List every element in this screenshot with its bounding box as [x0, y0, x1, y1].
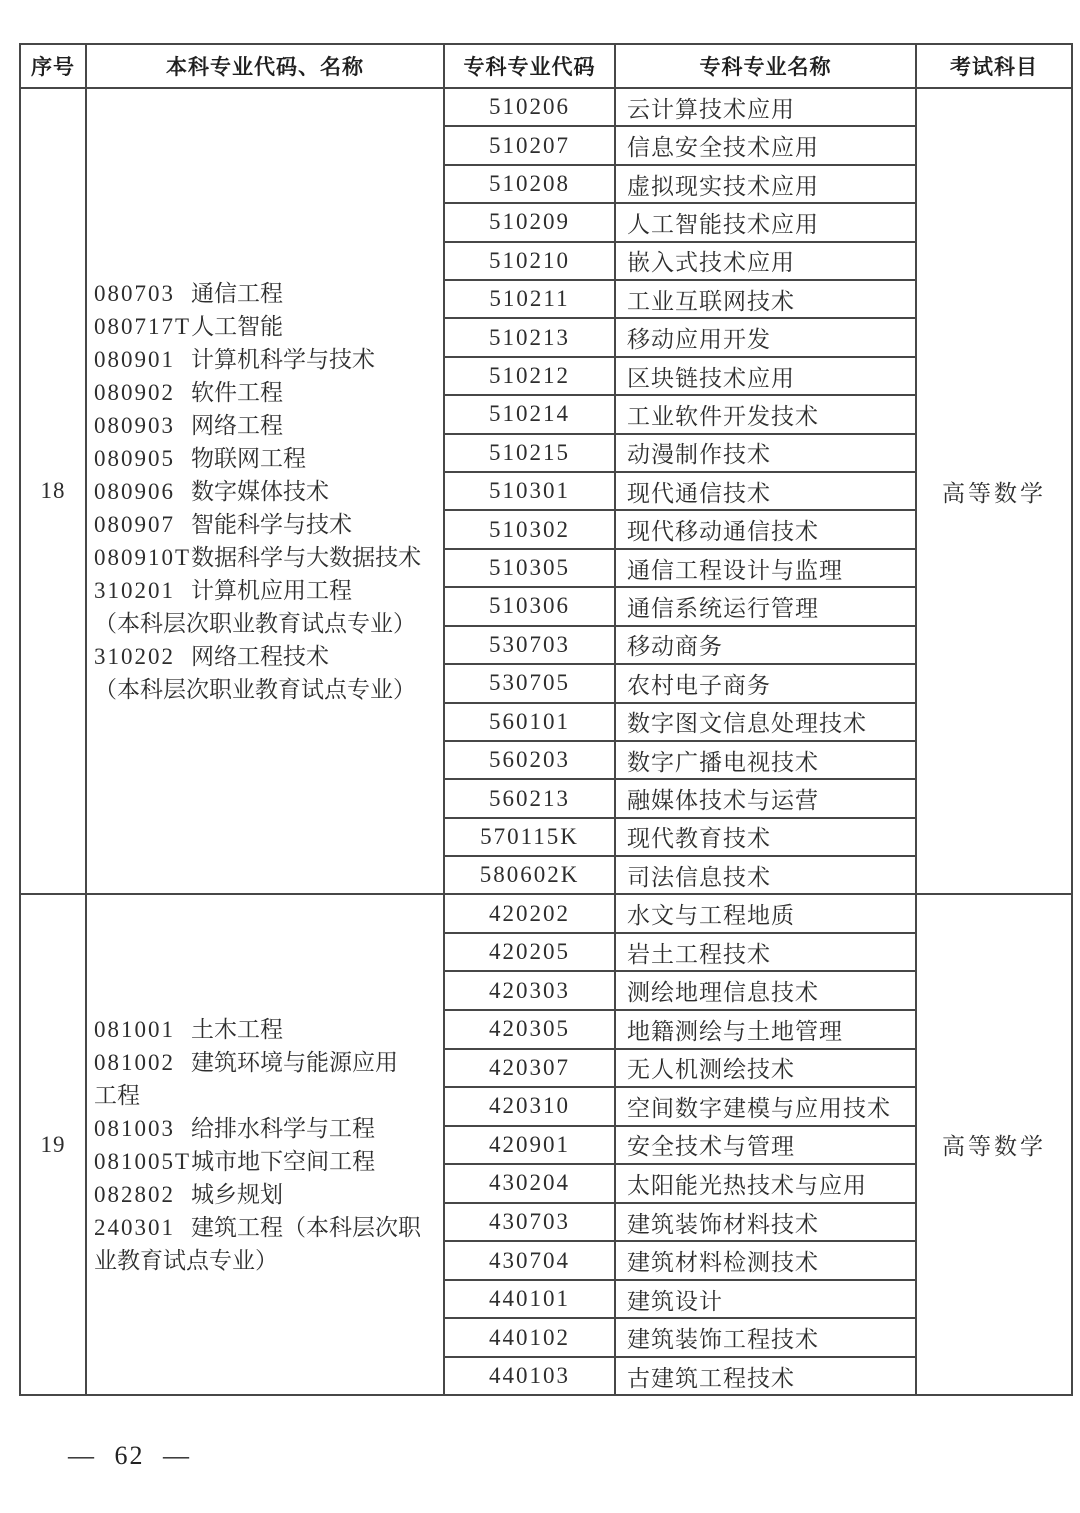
- undergrad-line: 业教育试点专业）: [94, 1247, 278, 1273]
- subrow-code-cell: 510306: [445, 588, 616, 624]
- subrow-code-cell: 560203: [445, 742, 616, 778]
- undergrad-cell: [87, 89, 445, 893]
- subrow-code-cell: 510210: [445, 243, 616, 279]
- subrow-code-cell: 420901: [445, 1127, 616, 1164]
- subrow-name-cell: 空间数字建模与应用技术: [627, 1095, 891, 1121]
- undergrad-line: [94, 343, 443, 376]
- major-row-group: [21, 895, 1071, 1394]
- undergrad-line: [94, 1145, 443, 1178]
- subrow-name-cell: 工业互联网技术: [627, 288, 795, 314]
- undergrad-code: 082802: [94, 1181, 175, 1207]
- subrow-code-cell: 510212: [445, 358, 616, 394]
- subrow-code-cell: 440102: [445, 1319, 616, 1356]
- subrow-name-cell: 司法信息技术: [627, 864, 771, 890]
- exam-subject-cell: 高等数学: [942, 480, 1046, 506]
- undergrad-line: [94, 475, 443, 508]
- subrow-name-cell: 区块链技术应用: [627, 365, 795, 391]
- undergrad-name: 网络工程技术: [191, 643, 329, 669]
- subrow-name-cell: 虚拟现实技术应用: [627, 173, 819, 199]
- subrow-code-cell: 440103: [445, 1358, 616, 1395]
- subrow-code-cell: 510209: [445, 204, 616, 240]
- undergrad-line: [94, 277, 443, 310]
- subrow: [445, 435, 915, 473]
- subrow-code-cell: 510208: [445, 166, 616, 202]
- subrow-code-cell: 420205: [445, 934, 616, 971]
- exam-subject-cell: 高等数学: [942, 1134, 1046, 1160]
- undergrad-code: 080902: [94, 379, 175, 405]
- undergrad-line: [94, 1013, 443, 1046]
- subrow-name-cell: 通信工程设计与监理: [627, 557, 843, 583]
- subrow-name-cell: 数字广播电视技术: [627, 749, 819, 775]
- undergrad-name: 建筑工程（本科层次职: [191, 1214, 421, 1240]
- subrow-name-cell: 建筑材料检测技术: [627, 1250, 819, 1276]
- undergrad-name: 城乡规划: [191, 1181, 283, 1207]
- subrow-name-cell: 通信系统运行管理: [627, 595, 819, 621]
- subrow-code-cell: 510214: [445, 396, 616, 432]
- subrow-code-cell: 420303: [445, 972, 616, 1009]
- subrow-name-cell: 人工智能技术应用: [627, 211, 819, 237]
- subrow: [445, 1050, 915, 1089]
- major-row-group: [21, 89, 1071, 895]
- subrow-code-cell: 510215: [445, 435, 616, 471]
- subrow: [445, 1204, 915, 1243]
- undergrad-code: 081003: [94, 1115, 175, 1141]
- subrow-code-cell: 420310: [445, 1088, 616, 1125]
- subrow-code-cell: 430204: [445, 1165, 616, 1202]
- subrow: [445, 1281, 915, 1320]
- subrow-code-cell: 510206: [445, 89, 616, 125]
- subrow-code-cell: 530703: [445, 627, 616, 663]
- subrow-name-cell: 现代教育技术: [627, 826, 771, 852]
- subrow: [445, 1319, 915, 1358]
- subrow-code-cell: 420305: [445, 1011, 616, 1048]
- subrow: [445, 819, 915, 857]
- subrow-name-cell: 测绘地理信息技术: [627, 980, 819, 1006]
- undergrad-line: [94, 310, 443, 343]
- subrow: [445, 281, 915, 319]
- undergrad-line: （本科层次职业教育试点专业）: [94, 676, 416, 702]
- subrow-name-cell: 无人机测绘技术: [627, 1057, 795, 1083]
- undergrad-line: [94, 640, 443, 673]
- subrow: [445, 704, 915, 742]
- undergrad-name: 软件工程: [191, 379, 283, 405]
- subrow-name-cell: 建筑装饰工程技术: [627, 1327, 819, 1353]
- subrow-code-cell: 430703: [445, 1204, 616, 1241]
- subrow-name-cell: 信息安全技术应用: [627, 135, 819, 161]
- undergrad-line: [94, 1112, 443, 1145]
- subrow-name-cell: 云计算技术应用: [627, 96, 795, 122]
- subrow: [445, 127, 915, 165]
- subrow-code-cell: 430704: [445, 1242, 616, 1279]
- undergrad-name: 通信工程: [191, 280, 283, 306]
- subrow-name-cell: 建筑装饰材料技术: [627, 1211, 819, 1237]
- subrow-code-cell: 420307: [445, 1050, 616, 1087]
- undergrad-cell: [87, 895, 445, 1394]
- subrow-name-cell: 地籍测绘与土地管理: [627, 1018, 843, 1044]
- undergrad-code: 080717T: [94, 313, 192, 339]
- table-body: [21, 89, 1071, 1395]
- subrow-name-cell: 工业软件开发技术: [627, 403, 819, 429]
- undergrad-line: [94, 409, 443, 442]
- undergrad-name: 城市地下空间工程: [191, 1148, 376, 1174]
- subrow-name-cell: 太阳能光热技术与应用: [627, 1172, 867, 1198]
- seq-cell: 18: [21, 89, 87, 893]
- subrow-code-cell: 510213: [445, 319, 616, 355]
- subrow: [445, 588, 915, 626]
- undergrad-line: （本科层次职业教育试点专业）: [94, 610, 416, 636]
- subrow-code-cell: 570115K: [445, 819, 616, 855]
- header-cell-undergrad: 本科专业代码、名称: [87, 45, 445, 87]
- header-cell-exam-subject: 考试科目: [950, 56, 1038, 79]
- subrow: [445, 166, 915, 204]
- undergrad-line: [94, 574, 443, 607]
- subrow-code-cell: 510207: [445, 127, 616, 163]
- subrow-code-cell: 560101: [445, 704, 616, 740]
- page-number: — 62 —: [68, 1441, 191, 1470]
- undergrad-name: 给排水科学与工程: [191, 1115, 375, 1141]
- undergrad-line: [94, 1046, 443, 1079]
- undergrad-line: [94, 1178, 443, 1211]
- subrow: [445, 550, 915, 588]
- undergrad-line: 工程: [94, 1082, 140, 1108]
- undergrad-code: 080906: [94, 478, 175, 504]
- subrow: [445, 934, 915, 973]
- subrow-name-cell: 安全技术与管理: [627, 1134, 795, 1160]
- subrow: [445, 742, 915, 780]
- subrow-name-cell: 移动商务: [627, 634, 723, 660]
- undergrad-name: 土木工程: [191, 1016, 283, 1042]
- undergrad-name: 计算机应用工程: [191, 577, 352, 603]
- subrows-column: [445, 89, 917, 893]
- undergrad-line: [94, 376, 443, 409]
- subrow: [445, 972, 915, 1011]
- undergrad-line: [94, 1211, 443, 1244]
- header-cell-seq: 序号: [21, 45, 87, 87]
- subrow: [445, 396, 915, 434]
- subrow-name-cell: 岩土工程技术: [627, 941, 771, 967]
- majors-table: [19, 43, 1073, 1396]
- undergrad-code: 080910T: [94, 544, 192, 570]
- subrow: [445, 1011, 915, 1050]
- subrow: [445, 1242, 915, 1281]
- subrow: [445, 1088, 915, 1127]
- subrow-code-cell: 510211: [445, 281, 616, 317]
- subrow: [445, 319, 915, 357]
- subrow-code-cell: 510305: [445, 550, 616, 586]
- subrow-code-cell: 510301: [445, 473, 616, 509]
- subrow: [445, 243, 915, 281]
- subrow: [445, 627, 915, 665]
- table-header-row: [21, 45, 1071, 89]
- subrow-name-cell: 数字图文信息处理技术: [627, 711, 867, 737]
- seq-cell: 19: [21, 895, 87, 1394]
- undergrad-code: 080901: [94, 346, 175, 372]
- undergrad-name: 网络工程: [191, 412, 283, 438]
- subrow-name-cell: 嵌入式技术应用: [627, 250, 795, 276]
- undergrad-code: 080703: [94, 280, 175, 306]
- subrow: [445, 511, 915, 549]
- subrow-code-cell: 420202: [445, 895, 616, 932]
- undergrad-code: 080907: [94, 511, 175, 537]
- undergrad-name: 人工智能: [191, 313, 284, 339]
- subrow-name-cell: 建筑设计: [627, 1288, 723, 1314]
- subrow-name-cell: 现代通信技术: [627, 480, 771, 506]
- undergrad-code: 081001: [94, 1016, 175, 1042]
- subrow-code-cell: 580602K: [445, 857, 616, 893]
- undergrad-code: 310202: [94, 643, 175, 669]
- subrow: [445, 895, 915, 934]
- undergrad-name: 数据科学与大数据技术: [191, 544, 422, 570]
- undergrad-name: 物联网工程: [191, 445, 306, 471]
- undergrad-name: 数字媒体技术: [191, 478, 329, 504]
- undergrad-line: [94, 508, 443, 541]
- subrow-code-cell: 560213: [445, 780, 616, 816]
- header-cell-college-code: 专科专业代码: [445, 45, 616, 87]
- subrow: [445, 1358, 915, 1395]
- subrow-code-cell: 440101: [445, 1281, 616, 1318]
- subrow-name-cell: 融媒体技术与运营: [627, 788, 819, 814]
- subrow: [445, 1127, 915, 1166]
- undergrad-line: [94, 442, 443, 475]
- subrow: [445, 358, 915, 396]
- undergrad-line: [94, 541, 443, 574]
- undergrad-code: 080903: [94, 412, 175, 438]
- undergrad-code: 081005T: [94, 1148, 192, 1174]
- undergrad-name: 计算机科学与技术: [191, 346, 375, 372]
- undergrad-code: 080905: [94, 445, 175, 471]
- subrow-name-cell: 古建筑工程技术: [627, 1365, 795, 1391]
- subrow-name-cell: 动漫制作技术: [627, 442, 771, 468]
- subrow-code-cell: 530705: [445, 665, 616, 701]
- undergrad-name: 智能科学与技术: [191, 511, 352, 537]
- subrow-code-cell: 510302: [445, 511, 616, 547]
- subrow-name-cell: 水文与工程地质: [627, 903, 795, 929]
- header-cell-college-name: 专科专业名称: [616, 45, 917, 87]
- subrow: [445, 204, 915, 242]
- subrow: [445, 1165, 915, 1204]
- subrow: [445, 89, 915, 127]
- undergrad-code: 081002: [94, 1049, 175, 1075]
- undergrad-name: 建筑环境与能源应用: [191, 1049, 398, 1075]
- subrow: [445, 780, 915, 818]
- subrow-name-cell: 农村电子商务: [627, 672, 771, 698]
- undergrad-code: 310201: [94, 577, 175, 603]
- subrow: [445, 665, 915, 703]
- subrow: [445, 857, 915, 893]
- subrow: [445, 473, 915, 511]
- subrow-name-cell: 现代移动通信技术: [627, 519, 819, 545]
- subrows-column: [445, 895, 917, 1394]
- subrow-name-cell: 移动应用开发: [627, 327, 771, 353]
- undergrad-code: 240301: [94, 1214, 175, 1240]
